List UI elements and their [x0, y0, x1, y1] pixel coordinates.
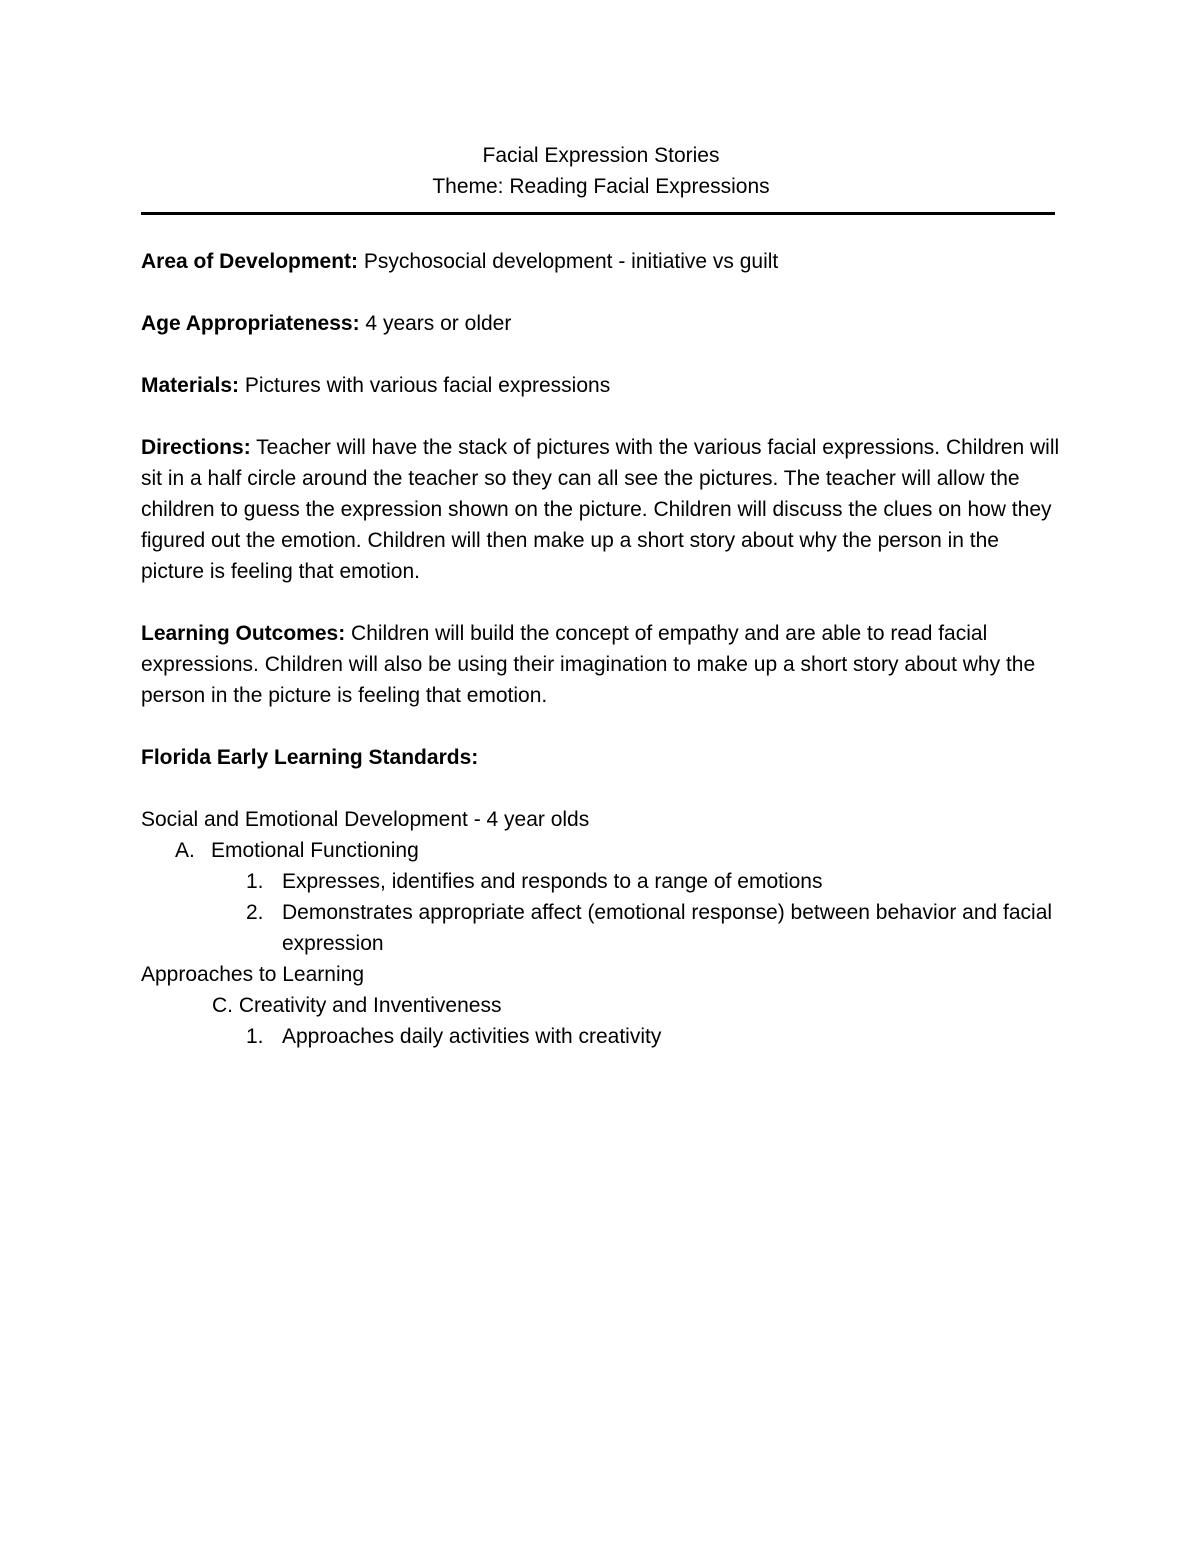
document-page: [141, 140, 1061, 1052]
list-item-text: Demonstrates appropriate affect (emotional response) between behavior and facial expression: [282, 901, 1053, 955]
document-title: Facial Expression Stories: [482, 144, 720, 167]
outcomes-label: Learning Outcomes:: [141, 622, 346, 645]
standards-domain-social: Social and Emotional Development - 4 year olds: [141, 808, 590, 831]
directions-label: Directions:: [141, 436, 251, 459]
standards-sub-creativity: C. Creativity and Inventiveness: [212, 994, 502, 1017]
area-text: Psychosocial development - initiative vs guilt: [358, 250, 779, 273]
materials-text: Pictures with various facial expressions: [239, 374, 611, 397]
document-theme: Theme: Reading Facial Expressions: [432, 175, 770, 198]
standards-heading: [141, 742, 1061, 773]
materials: [141, 370, 1061, 401]
directions: [141, 432, 1061, 587]
list-item-text: Expresses, identifies and responds to a range of emotions: [282, 870, 823, 893]
list-marker: 1.: [246, 1025, 264, 1048]
standards-item-1: [141, 866, 1061, 897]
directions-text: Teacher will have the stack of pictures with the various facial expressions. Children will sit in a half circle around the teacher so they can all see the pictures. The teacher will allow the children to guess the expression shown on the picture. Children will discuss the clues on how they figured out the emotion. Children will then make up a short story about why the person in the picture is feeling that emotion.: [141, 436, 1060, 583]
learning-outcomes: [141, 618, 1061, 711]
standards-label: Florida Early Learning Standards:: [141, 746, 479, 769]
list-item-text: Emotional Functioning: [211, 839, 419, 862]
standards-item-2: [141, 897, 1061, 959]
list-marker: 1.: [246, 870, 264, 893]
area-label: Area of Development:: [141, 250, 359, 273]
standards-item-3: [141, 1021, 1061, 1052]
standards-domain-approaches: Approaches to Learning: [141, 963, 364, 986]
materials-label: Materials:: [141, 374, 240, 397]
age-appropriateness: [141, 308, 1061, 339]
list-item-text: Approaches daily activities with creativity: [282, 1025, 662, 1048]
list-marker: A.: [175, 839, 195, 862]
standards-sub-emotional: [141, 835, 1061, 866]
area-of-development: [141, 246, 1061, 277]
list-marker: 2.: [246, 901, 264, 924]
age-label: Age Appropriateness:: [141, 312, 360, 335]
outcomes-text: Children will build the concept of empathy and are able to read facial expressions. Children will also be using their imagination to make up a short story about why the person in the picture is feeling that emotion.: [141, 622, 1036, 707]
age-text: 4 years or older: [359, 312, 512, 335]
